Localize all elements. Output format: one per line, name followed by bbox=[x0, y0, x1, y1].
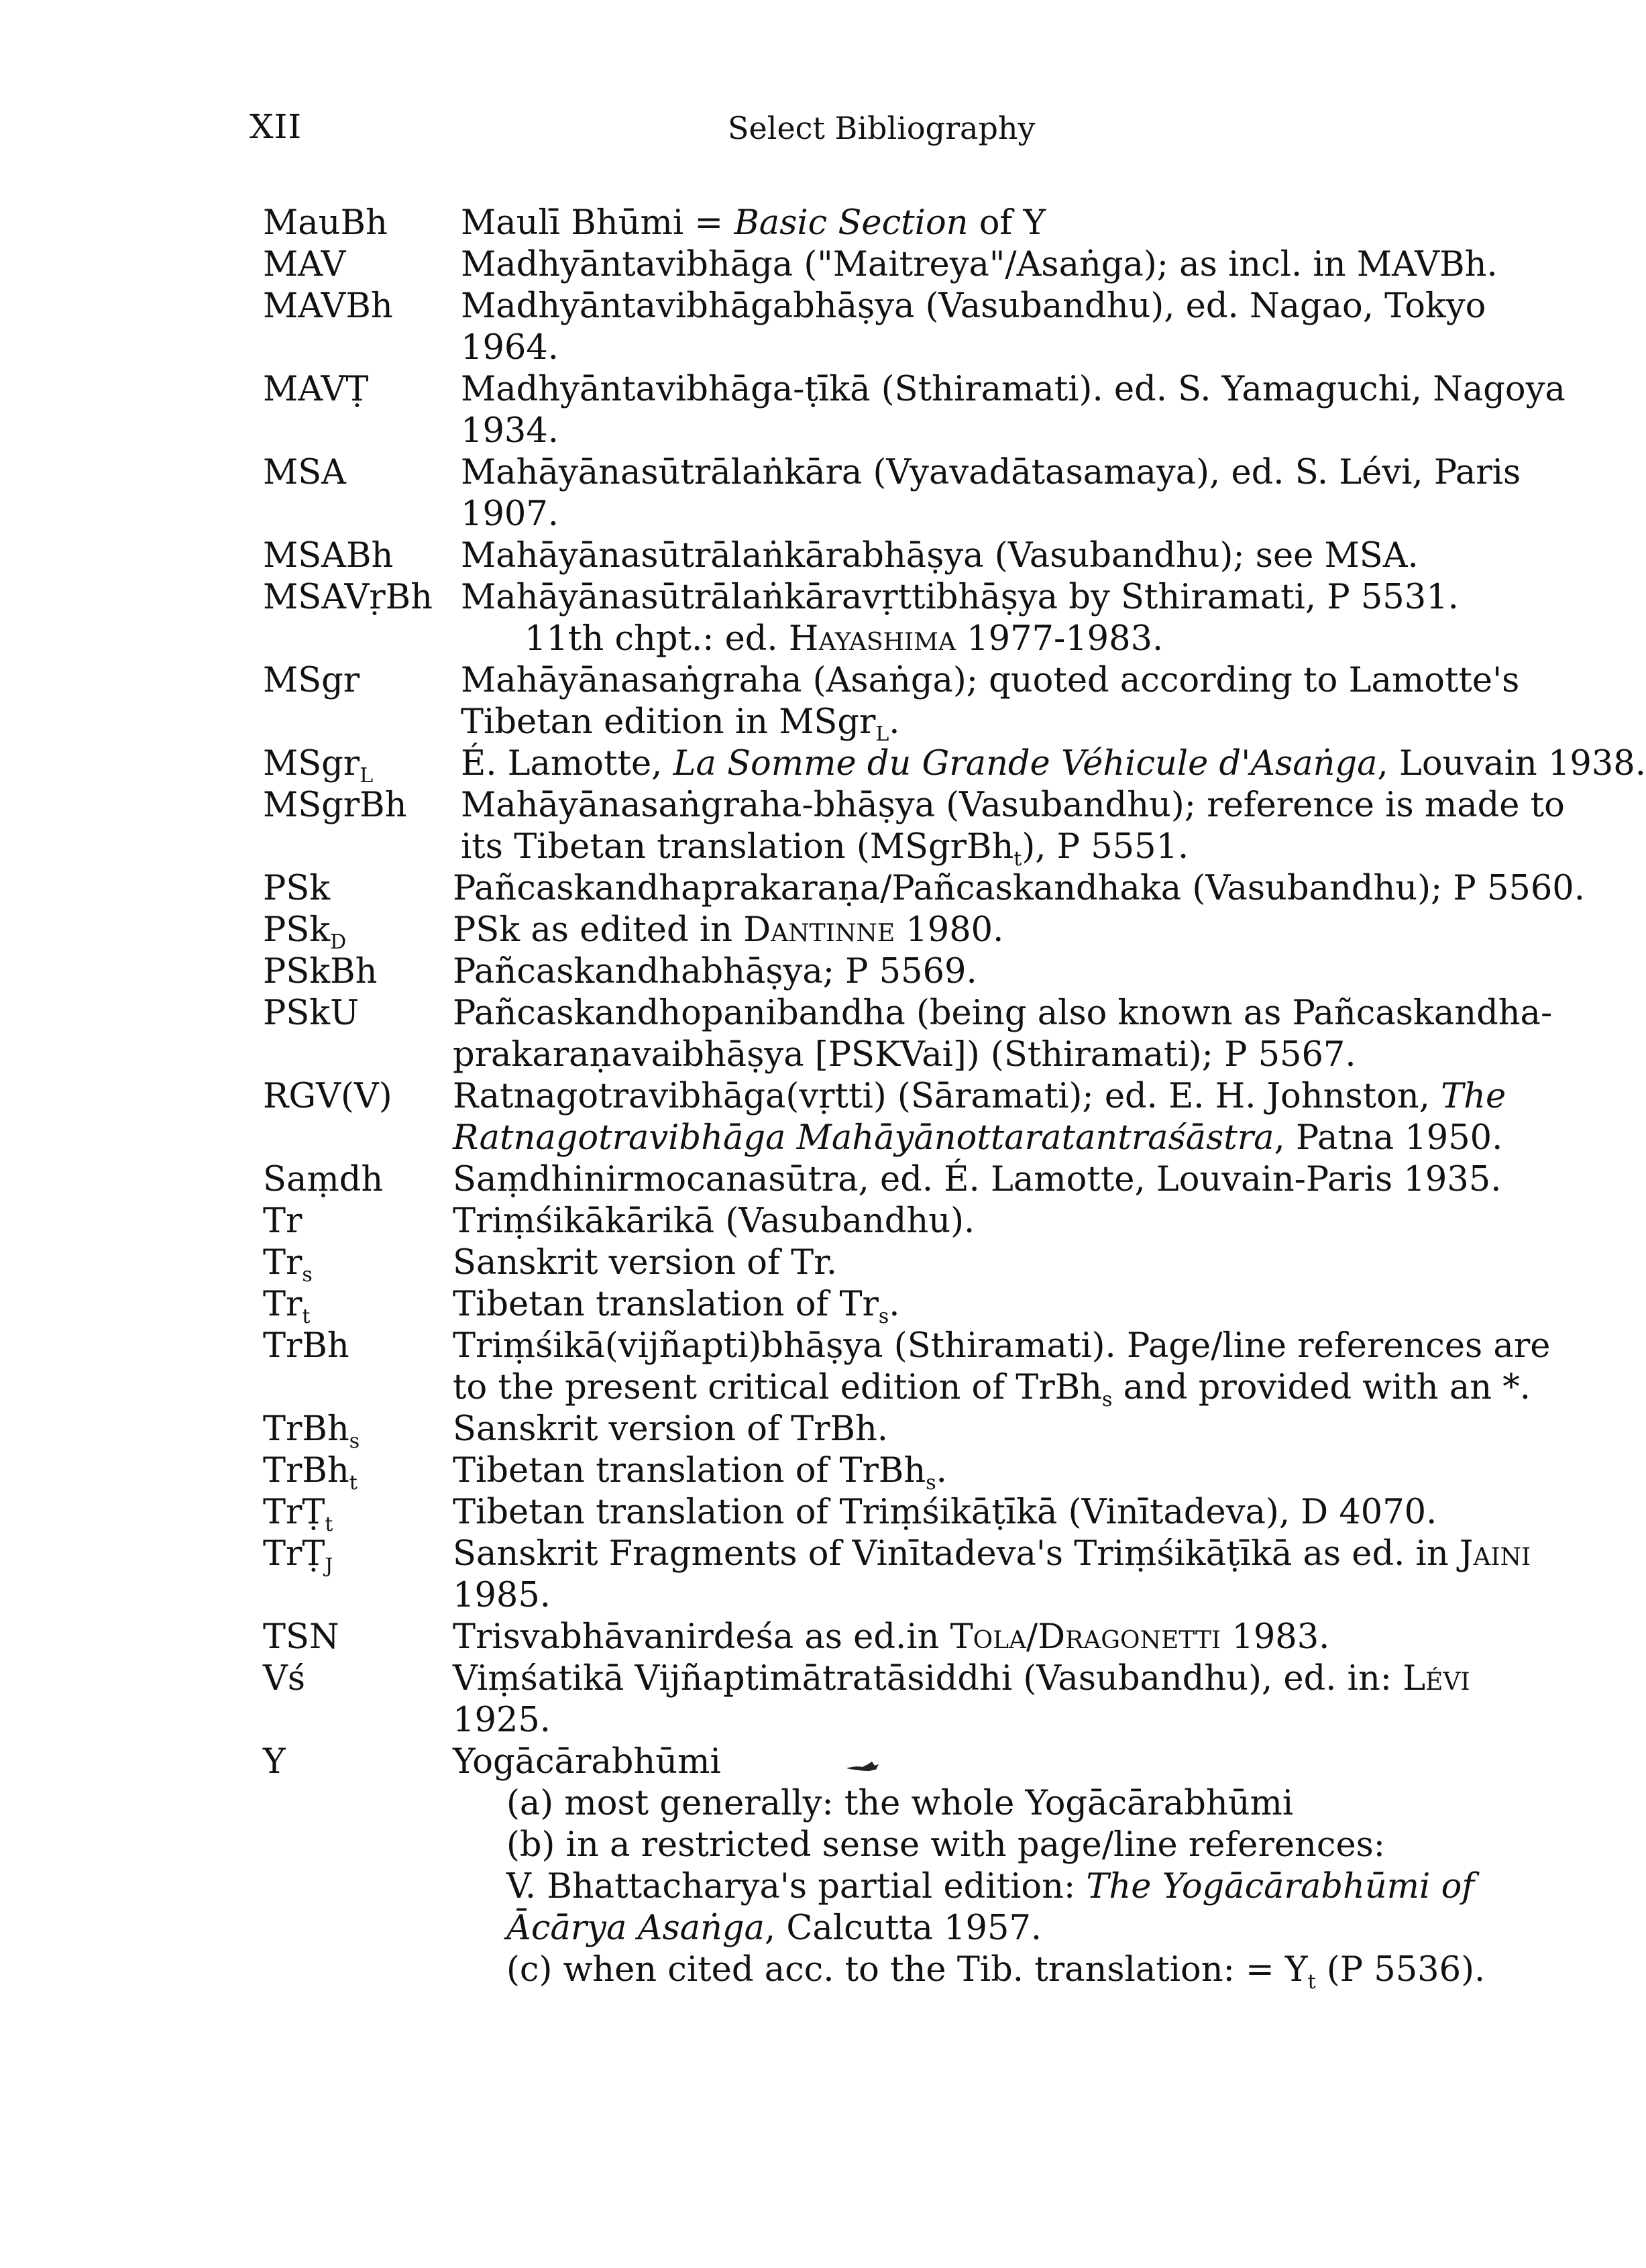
entry-psk bbox=[263, 868, 1585, 910]
entry-definition: Maulī Bhūmi = Basic Section of Y bbox=[461, 203, 1046, 243]
y-subitem-c: (c) when cited acc. to the Tib. translation: = $Y_t$ (P 5536). bbox=[506, 1950, 1486, 1994]
entry-definition: Ratnagotravibhāga(vṛtti) (Sāramati); ed. E. H. Johnston, The Ratnagotravibhāga Mahāyānottaratantraśāstra, Patna 1950. bbox=[453, 1077, 1506, 1158]
entry-abbreviation: TSN bbox=[263, 1617, 339, 1657]
entry-definition: PSk as edited in Dantinne 1980. bbox=[453, 910, 1004, 950]
entry-abbreviation: $Tr_t$ bbox=[263, 1285, 311, 1329]
entry-samdh bbox=[263, 1159, 1511, 1201]
entry-psk-d bbox=[263, 910, 1511, 955]
entry-definition: Madhyāntavibhāgabhāṣya (Vasubandhu), ed. Nagao, Tokyo 1964. bbox=[461, 286, 1486, 368]
entry-abbreviation: PSkBh bbox=[263, 952, 378, 991]
entry-abbreviation: RGV(V) bbox=[263, 1077, 392, 1116]
y-subitem-edition-cont: Ācārya Asaṅga, Calcutta 1957. bbox=[506, 1908, 1042, 1948]
entry-tr-t bbox=[263, 1284, 1511, 1329]
entry-rgvv bbox=[263, 1076, 1511, 1159]
entry-trbh bbox=[263, 1326, 1551, 1412]
entry-definition: Yogācārabhūmi (a) most generally: the whole Yogācārabhūmi (b) in a restricted sense with page/line references: V. Bhattacharya's partial edition: The Yogācārabhūmi of Ācārya Asaṅga, Calcutta 1957. (c) when cited acc. to the Tib. translation: = $Y_t$ (P 5536). bbox=[453, 1741, 1511, 1991]
entry-definition: Sanskrit version of TrBh. bbox=[453, 1409, 889, 1449]
entry-abbreviation: PSk bbox=[263, 869, 331, 908]
entry-definition: Madhyāntavibhāga-ṭīkā (Sthiramati). ed. S. Yamaguchi, Nagoya 1934. bbox=[461, 370, 1566, 451]
entry-mavbh bbox=[263, 286, 1511, 369]
entry-abbreviation: MSAVṛBh bbox=[263, 578, 433, 617]
entry-abbreviation: MAV bbox=[263, 245, 346, 284]
ink-smudge-icon bbox=[845, 1759, 883, 1774]
entry-definition: Saṃdhinirmocanasūtra, ed. É. Lamotte, Louvain-Paris 1935. bbox=[453, 1160, 1502, 1199]
entry-definition: Trisvabhāvanirdeśa as ed.in Tola/Dragonetti 1983. bbox=[453, 1617, 1330, 1657]
entry-tr bbox=[263, 1201, 1511, 1242]
entry-abbreviation: MSA bbox=[263, 453, 346, 492]
entry-abbreviation: TrṬ$_t$ bbox=[263, 1493, 333, 1537]
entry-definition: Mahāyānasaṅgraha-bhāṣya (Vasubandhu); reference is made to its Tibetan translation (MSgrBh$_t$), P 5551. bbox=[461, 786, 1565, 871]
entry-psku bbox=[263, 993, 1553, 1076]
entry-abbreviation: PSk$_D$ bbox=[263, 910, 347, 955]
y-subitem-edition: V. Bhattacharya's partial edition: The Yogācārabhūmi of bbox=[506, 1867, 1475, 1906]
entry-msgr-l bbox=[263, 743, 1646, 788]
entry-definition: Mahāyānasūtrālaṅkāra (Vyavadātasamaya), ed. S. Lévi, Paris 1907. bbox=[461, 453, 1521, 534]
page-number: XII bbox=[250, 107, 303, 146]
y-subitem-b: (b) in a restricted sense with page/line references: bbox=[506, 1825, 1385, 1865]
entry-msgr bbox=[263, 660, 1520, 747]
entry-definition: Sanskrit version of Tr. bbox=[453, 1243, 838, 1283]
entry-trbh-s bbox=[263, 1409, 1511, 1454]
entry-tr-s bbox=[263, 1242, 1511, 1287]
entry-msabh bbox=[263, 535, 1511, 577]
entry-abbreviation: Saṃdh bbox=[263, 1160, 384, 1199]
entry-definition: Tibetan translation of $Tr_s$. bbox=[453, 1285, 900, 1329]
entry-trt-j bbox=[263, 1533, 1531, 1617]
entry-msavrbh bbox=[263, 577, 1511, 660]
entry-abbreviation: MSgrBh bbox=[263, 786, 407, 825]
entry-definition: Triṃśikākārikā (Vasubandhu). bbox=[453, 1201, 975, 1241]
entry-definition: Triṃśikā(vijñapti)bhāṣya (Sthiramati). Page/line references are to the present critical edition of TrBh$_s$ and provided with an *. bbox=[453, 1326, 1551, 1412]
entry-definition: Mahāyānasūtrālaṅkāravṛttibhāṣya by Sthiramati, P 5531. 11th chpt.: ed. Hayashima 1977-1983. bbox=[461, 578, 1459, 659]
bibliography-list bbox=[263, 203, 1646, 1994]
entry-definition: É. Lamotte, La Somme du Grande Véhicule d'Asaṅga, Louvain 1938. bbox=[461, 744, 1646, 784]
entry-abbreviation: MSgr$_L$ bbox=[263, 744, 374, 788]
entry-abbreviation: Vś bbox=[263, 1659, 306, 1698]
entry-abbreviation: Y bbox=[263, 1742, 286, 1782]
entry-abbreviation: TrBh$_s$ bbox=[263, 1409, 360, 1454]
running-title: Select Bibliography bbox=[728, 110, 1036, 146]
entry-definition: Tibetan translation of TrBh$_s$. bbox=[453, 1451, 947, 1495]
entry-abbreviation: Tr bbox=[263, 1201, 303, 1241]
entry-tsn bbox=[263, 1617, 1511, 1658]
entry-definition: Pañcaskandhopanibandha (being also known as Pañcaskandha- prakaraṇavaibhāṣya [PSKVai]) (Sthiramati); P 5567. bbox=[453, 993, 1553, 1075]
entry-trbh-t bbox=[263, 1450, 1511, 1495]
entry-trt-t bbox=[263, 1492, 1511, 1537]
entry-abbreviation: PSkU bbox=[263, 993, 360, 1033]
entry-maubh bbox=[263, 203, 1511, 244]
entry-definition: Pañcaskandhaprakaraṇa/Pañcaskandhaka (Vasubandhu); P 5560. bbox=[453, 869, 1585, 908]
entry-definition: Madhyāntavibhāga ("Maitreya"/Asaṅga); as incl. in MAVBh. bbox=[461, 245, 1498, 284]
entry-definition: Viṃśatikā Vijñaptimātratāsiddhi (Vasubandhu), ed. in: Lévi 1925. bbox=[453, 1659, 1470, 1740]
entry-definition: Pañcaskandhabhāṣya; P 5569. bbox=[453, 952, 977, 991]
entry-msa bbox=[263, 452, 1521, 535]
entry-definition: Mahāyānasaṅgraha (Asaṅga); quoted according to Lamotte's Tibetan edition in MSgr$_L$. bbox=[461, 661, 1520, 747]
entry-abbreviation: MAVBh bbox=[263, 286, 393, 326]
entry-abbreviation: MAVṬ bbox=[263, 370, 369, 409]
entry-msgrbh bbox=[263, 785, 1565, 871]
entry-definition: Mahāyānasūtrālaṅkārabhāṣya (Vasubandhu); see MSA. bbox=[461, 536, 1419, 576]
entry-definition: Tibetan translation of Triṃśikāṭīkā (Vinītadeva), D 4070. bbox=[453, 1493, 1437, 1532]
entry-abbreviation: TrBh bbox=[263, 1326, 349, 1366]
entry-vs bbox=[263, 1658, 1511, 1741]
entry-mavt bbox=[263, 369, 1566, 452]
y-subitem-a: (a) most generally: the whole Yogācārabhūmi bbox=[506, 1784, 1294, 1823]
entry-abbreviation: TrBh$_t$ bbox=[263, 1451, 358, 1495]
entry-mav bbox=[263, 244, 1511, 286]
entry-abbreviation: MSABh bbox=[263, 536, 394, 576]
entry-abbreviation: $Tr_s$ bbox=[263, 1243, 313, 1287]
entry-y bbox=[263, 1741, 1511, 1994]
entry-definition: Sanskrit Fragments of Vinītadeva's Triṃśikāṭīkā as ed. in Jaini 1985. bbox=[453, 1534, 1531, 1615]
entry-abbreviation: TrṬ$_J$ bbox=[263, 1534, 333, 1578]
entry-abbreviation: MauBh bbox=[263, 203, 388, 243]
entry-pskbh bbox=[263, 951, 1511, 993]
entry-abbreviation: MSgr bbox=[263, 661, 360, 700]
